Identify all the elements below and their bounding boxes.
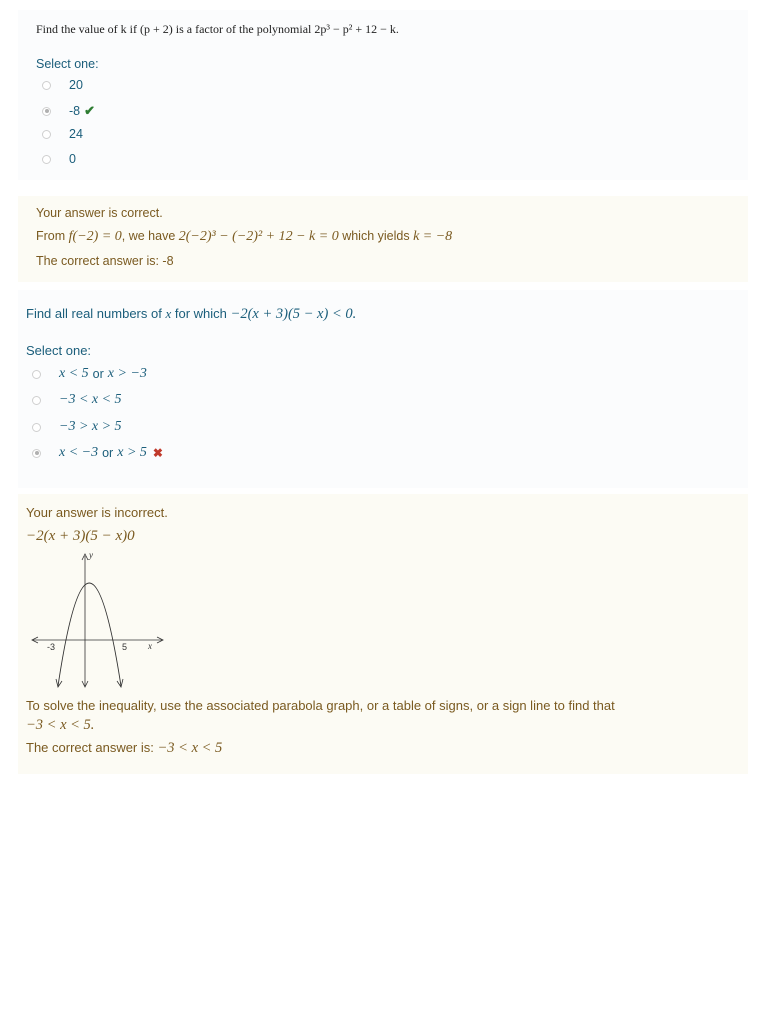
correct-answer: The correct answer is: -8 (36, 254, 174, 268)
option-math-b: x > 5 (117, 445, 147, 460)
option-label: 24 (69, 127, 83, 141)
question-1-text: Find the value of k if (p + 2) is a factor of the polynomial 2p³ − p² + 12 − k. (36, 22, 399, 36)
radio-button[interactable] (42, 81, 51, 90)
option-math-b: x > −3 (107, 366, 147, 381)
radio-button[interactable] (32, 370, 41, 379)
correct-answer: The correct answer is: −3 < x < 5 (26, 740, 223, 756)
feedback-expression: −2(x + 3)(5 − x)0 (26, 528, 135, 544)
radio-button[interactable] (42, 130, 51, 139)
select-one-label: Select one: (26, 343, 92, 358)
feedback-status: Your answer is correct. (36, 206, 163, 220)
radio-button[interactable] (32, 423, 41, 432)
option-math-a: −3 > x > 5 (59, 419, 122, 434)
option-label: -8 (69, 104, 81, 118)
option-math-a: x < 5 (59, 366, 89, 381)
q2-option-4[interactable] (32, 445, 163, 461)
q1-option-3[interactable] (42, 127, 83, 141)
q2-option-3[interactable] (32, 419, 122, 435)
radio-button-selected[interactable] (32, 449, 41, 458)
q1-option-4[interactable] (42, 152, 76, 166)
q1-option-2[interactable] (42, 103, 95, 119)
q1-option-1[interactable] (42, 78, 83, 92)
option-joiner: or (92, 367, 104, 381)
option-math-a: −3 < x < 5 (59, 392, 122, 407)
radio-button-selected[interactable] (42, 107, 51, 116)
option-joiner: or (102, 446, 114, 460)
select-one-label: Select one: (36, 57, 99, 71)
q2-option-1[interactable] (32, 366, 147, 382)
q2-option-2[interactable] (32, 392, 122, 408)
feedback-explanation: To solve the inequality, use the associated parabola graph, or a table of signs, or a sign line to find that −3 < x < 5. (26, 698, 615, 733)
incorrect-x-icon: ✖ (152, 446, 163, 460)
question-1-feedback (18, 196, 748, 282)
question-1-panel (18, 10, 748, 180)
feedback-explanation: From f(−2) = 0, we have 2(−2)³ − (−2)² + 12 − k = 0 which yields k = −8 (36, 229, 453, 244)
x-axis-label: x (148, 641, 152, 651)
option-math-a: x < −3 (59, 445, 99, 460)
correct-check-icon: ✔ (84, 103, 96, 118)
radio-button[interactable] (42, 155, 51, 164)
question-2-text: Find all real numbers of x for which −2(x + 3)(5 − x) < 0. (26, 306, 357, 322)
parabola-graph (30, 550, 180, 690)
root-left-label: -3 (47, 642, 56, 652)
feedback-status: Your answer is incorrect. (26, 505, 168, 520)
root-right-label: 5 (122, 642, 128, 652)
radio-button[interactable] (32, 396, 41, 405)
y-axis-label: y (89, 550, 93, 560)
option-label: 0 (69, 152, 76, 166)
option-label: 20 (69, 78, 83, 92)
parabola-curve (58, 583, 121, 686)
question-2-feedback (18, 494, 748, 774)
question-2-panel (18, 290, 748, 488)
